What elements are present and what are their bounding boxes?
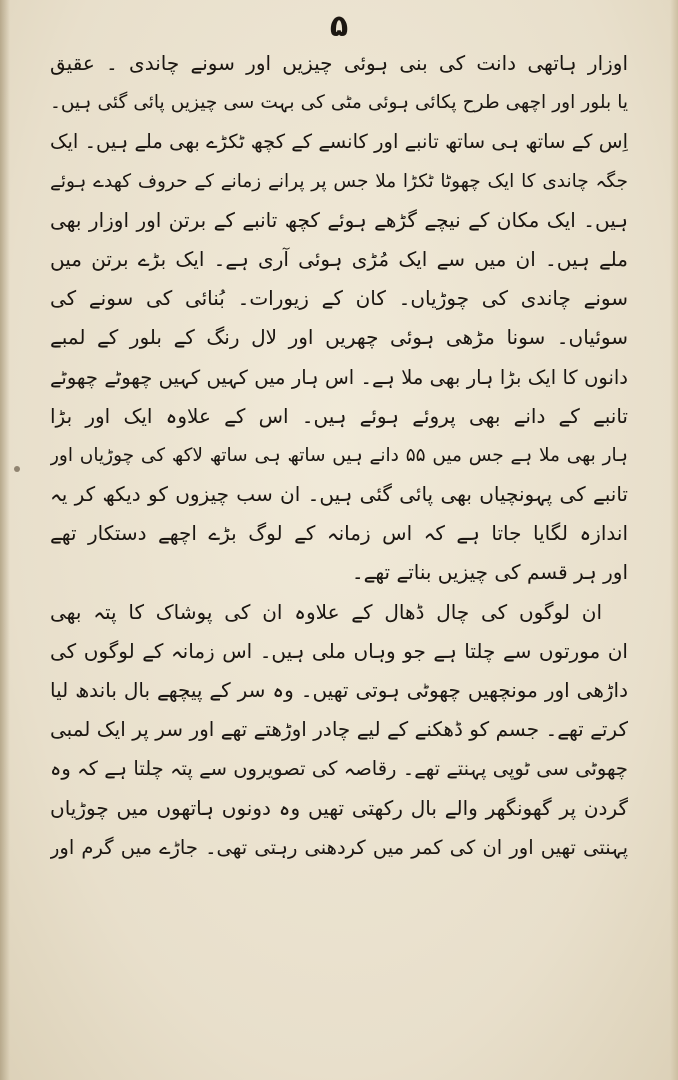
text-line: تانبے کی پہونچیاں بھی پائی گئی ہیں۔ ان سب چیزوں کو دیکھ کر یہ bbox=[50, 482, 628, 507]
text-line: ہیں۔ ایک مکان کے نیچے گڑھے ہوئے کچھ تانبے کے برتن اور اوزار بھی bbox=[50, 207, 628, 232]
text-line: یا بلور اور اچھی طرح پکائی ہوئی مٹی کی بہت سی چیزیں پائی گئی ہیں۔ bbox=[50, 92, 628, 114]
text-line: سونے چاندی کی چوڑیاں۔ کان کے زیورات۔ بُنائی کی سونے کی bbox=[50, 286, 628, 311]
paper-blemish bbox=[14, 466, 20, 472]
page-number: ۵ bbox=[329, 9, 349, 44]
text-line: گردن پر گھونگھر والے بال رکھتی تھیں وہ دونوں ہاتھوں میں چوڑیاں bbox=[50, 795, 628, 820]
text-line: تانبے کے دانے بھی پروئے ہوئے ہیں۔ اس کے علاوہ ایک اور بڑا bbox=[50, 403, 628, 428]
page-edge-shadow-right bbox=[670, 0, 678, 1080]
paragraph-end-line: اور ہر قسم کی چیزیں بناتے تھے۔ bbox=[351, 560, 628, 585]
text-line: دانوں کا ایک بڑا ہار بھی ملا ہے۔ اس ہار میں کہیں کہیں چھوٹے چھوٹے bbox=[50, 365, 628, 389]
text-line: سوئیاں۔ سونا مڑھی ہوئی چھریں اور لال رنگ کے بلور کے لمبے bbox=[50, 325, 628, 350]
text-line: داڑھی اور مونچھیں چھوٹی ہوتی تھیں۔ وہ سر کے پیچھے بال باندھ لیا bbox=[50, 678, 628, 702]
text-line: جگہ چاندی کا ایک چھوٹا ٹکڑا ملا جس پر پرانے زمانے کے حروف کھدے ہوئے bbox=[50, 170, 628, 192]
text-line: چھوٹی سی ٹوپی پہنتے تھے۔ رقاصہ کی تصویروں سے پتہ چلتا ہے کہ وہ bbox=[50, 757, 628, 781]
text-line: پہنتی تھیں اور ان کی کمر میں کردھنی رہتی تھی۔ جاڑے میں گرم اور bbox=[50, 835, 628, 859]
body-text bbox=[50, 44, 628, 867]
text-line: کرتے تھے۔ جسم کو ڈھکنے کے لیے چادر اوڑھتے تھے اور سر پر ایک لمبی bbox=[50, 717, 628, 742]
text-line: اِس کے ساتھ ہی ساتھ تانبے اور کانسے کے کچھ ٹکڑے بھی ملے ہیں۔ ایک bbox=[50, 130, 628, 154]
text-line: اندازہ لگایا جاتا ہے کہ اس زمانہ کے لوگ بڑے اچھے دستکار تھے bbox=[50, 521, 628, 546]
text-line: ان مورتوں سے چلتا ہے جو وہاں ملی ہیں۔ اس زمانہ کے لوگوں کی bbox=[50, 638, 628, 663]
text-line: اوزار ہاتھی دانت کی بنی ہوئی چیزیں اور سونے چاندی ۔ عقیق bbox=[50, 51, 628, 75]
text-line: ہار بھی ملا ہے جس میں ۵۵ دانے ہیں ساتھ ہی ساتھ لاکھ کی چوڑیاں اور bbox=[50, 444, 628, 466]
paragraph-start-line: ان لوگوں کی چال ڈھال کے علاوہ ان کی پوشاک کا پتہ بھی bbox=[50, 599, 602, 624]
page-edge-shadow-left bbox=[0, 0, 10, 1080]
text-line: ملے ہیں۔ ان میں سے ایک مُڑی ہوئی آری ہے۔ ایک بڑے برتن میں bbox=[50, 246, 628, 271]
